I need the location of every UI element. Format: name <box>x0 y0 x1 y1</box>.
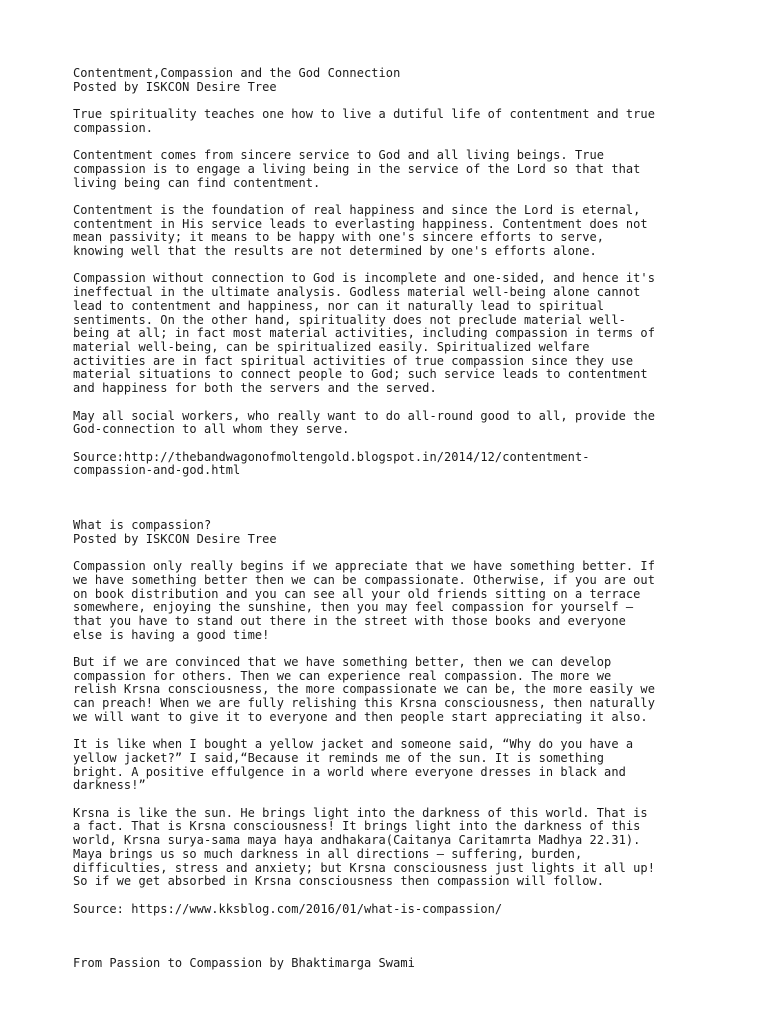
article1-paragraph: Compassion without connection to God is incomplete and one-sided, and hence it's ineffectual in the ultimate analysis. Godless material well-being alone cannot lead to contentment and happiness, nor can it naturally lead to spiritual sentiments. On the other hand, spirituality does not preclude material well- being at all; in fact most material activities, including compassion in terms of material well-being, can be spiritualized easily. Spiritualized welfare activities are in fact spiritual activities of true compassion since they use material situations to connect people to God; such service leads to contentment and happiness for both the servers and the served. <box>73 271 655 396</box>
article2-paragraph: Krsna is like the sun. He brings light into the darkness of this world. That is a fact. That is Krsna consciousness! It brings light into the darkness of this world, Krsna surya-sama maya haya andhakara(Caitanya Caritamrta Madhya 22.31). Maya brings us so much darkness in all directions – suffering, burden, difficulties, stress and anxiety; but Krsna consciousness just lights it all up! So if we get absorbed in Krsna consciousness then compassion will follow. <box>73 805 655 889</box>
article1-byline: Posted by ISKCON Desire Tree <box>73 79 277 94</box>
article2-title: What is compassion? <box>73 518 212 533</box>
article2-paragraph: Compassion only really begins if we appreciate that we have something better. If we have something better then we can be compassionate. Otherwise, if you are out on book distribution and you can see all your old friends sitting on a terrace somewhere, enjoying the sunshine, then you may feel compassion for yourself – that you have to stand out there in the street with those books and everyone else is having a good time! <box>73 559 655 642</box>
article1-paragraph: True spirituality teaches one how to live a dutiful life of contentment and true compassion. <box>73 107 655 135</box>
section-gap <box>73 930 733 957</box>
document-page <box>73 67 733 985</box>
article1-paragraph: May all social workers, who really want to do all-round good to all, provide the God-connection to all whom they serve. <box>73 408 655 437</box>
article2-header <box>73 519 733 546</box>
article1-paragraph: Contentment comes from sincere service to God and all living beings. True compassion is to engage a living being in the service of the Lord so that that living being can find contentment. <box>73 148 641 190</box>
article1-paragraph: Contentment is the foundation of real happiness and since the Lord is eternal, contentment in His service leads to everlasting happiness. Contentment does not mean passivity; it means to be happy with one's sincere efforts to serve, knowing well that the results are not determined by one's efforts alone. <box>73 202 648 259</box>
article1-source: Source:http://thebandwagonofmoltengold.blogspot.in/2014/12/contentment- compassion-and-god.html <box>73 449 590 478</box>
section-gap <box>73 492 733 519</box>
article2-paragraph: But if we are convinced that we have something better, then we can develop compassion for others. Then we can experience real compassion. The more we relish Krsna consciousness, the more compassionate we can be, the more easily we can preach! When we are fully relishing this Krsna consciousness, then naturally we will want to give it to everyone and then people start appreciating it also. <box>73 655 655 724</box>
article2-paragraph: It is like when I bought a yellow jacket and someone said, “Why do you have a yellow jacket?” I said,“Because it reminds me of the sun. It is something bright. A positive effulgence in a world where everyone dresses in black and darkness!” <box>73 737 634 793</box>
article2-source: Source: https://www.kksblog.com/2016/01/what-is-compassion/ <box>73 901 503 916</box>
article1-title: Contentment,Compassion and the God Connection <box>73 66 401 80</box>
article1-header <box>73 67 733 94</box>
article3-title: From Passion to Compassion by Bhaktimarga Swami <box>73 956 415 971</box>
article2-byline: Posted by ISKCON Desire Tree <box>73 531 277 546</box>
